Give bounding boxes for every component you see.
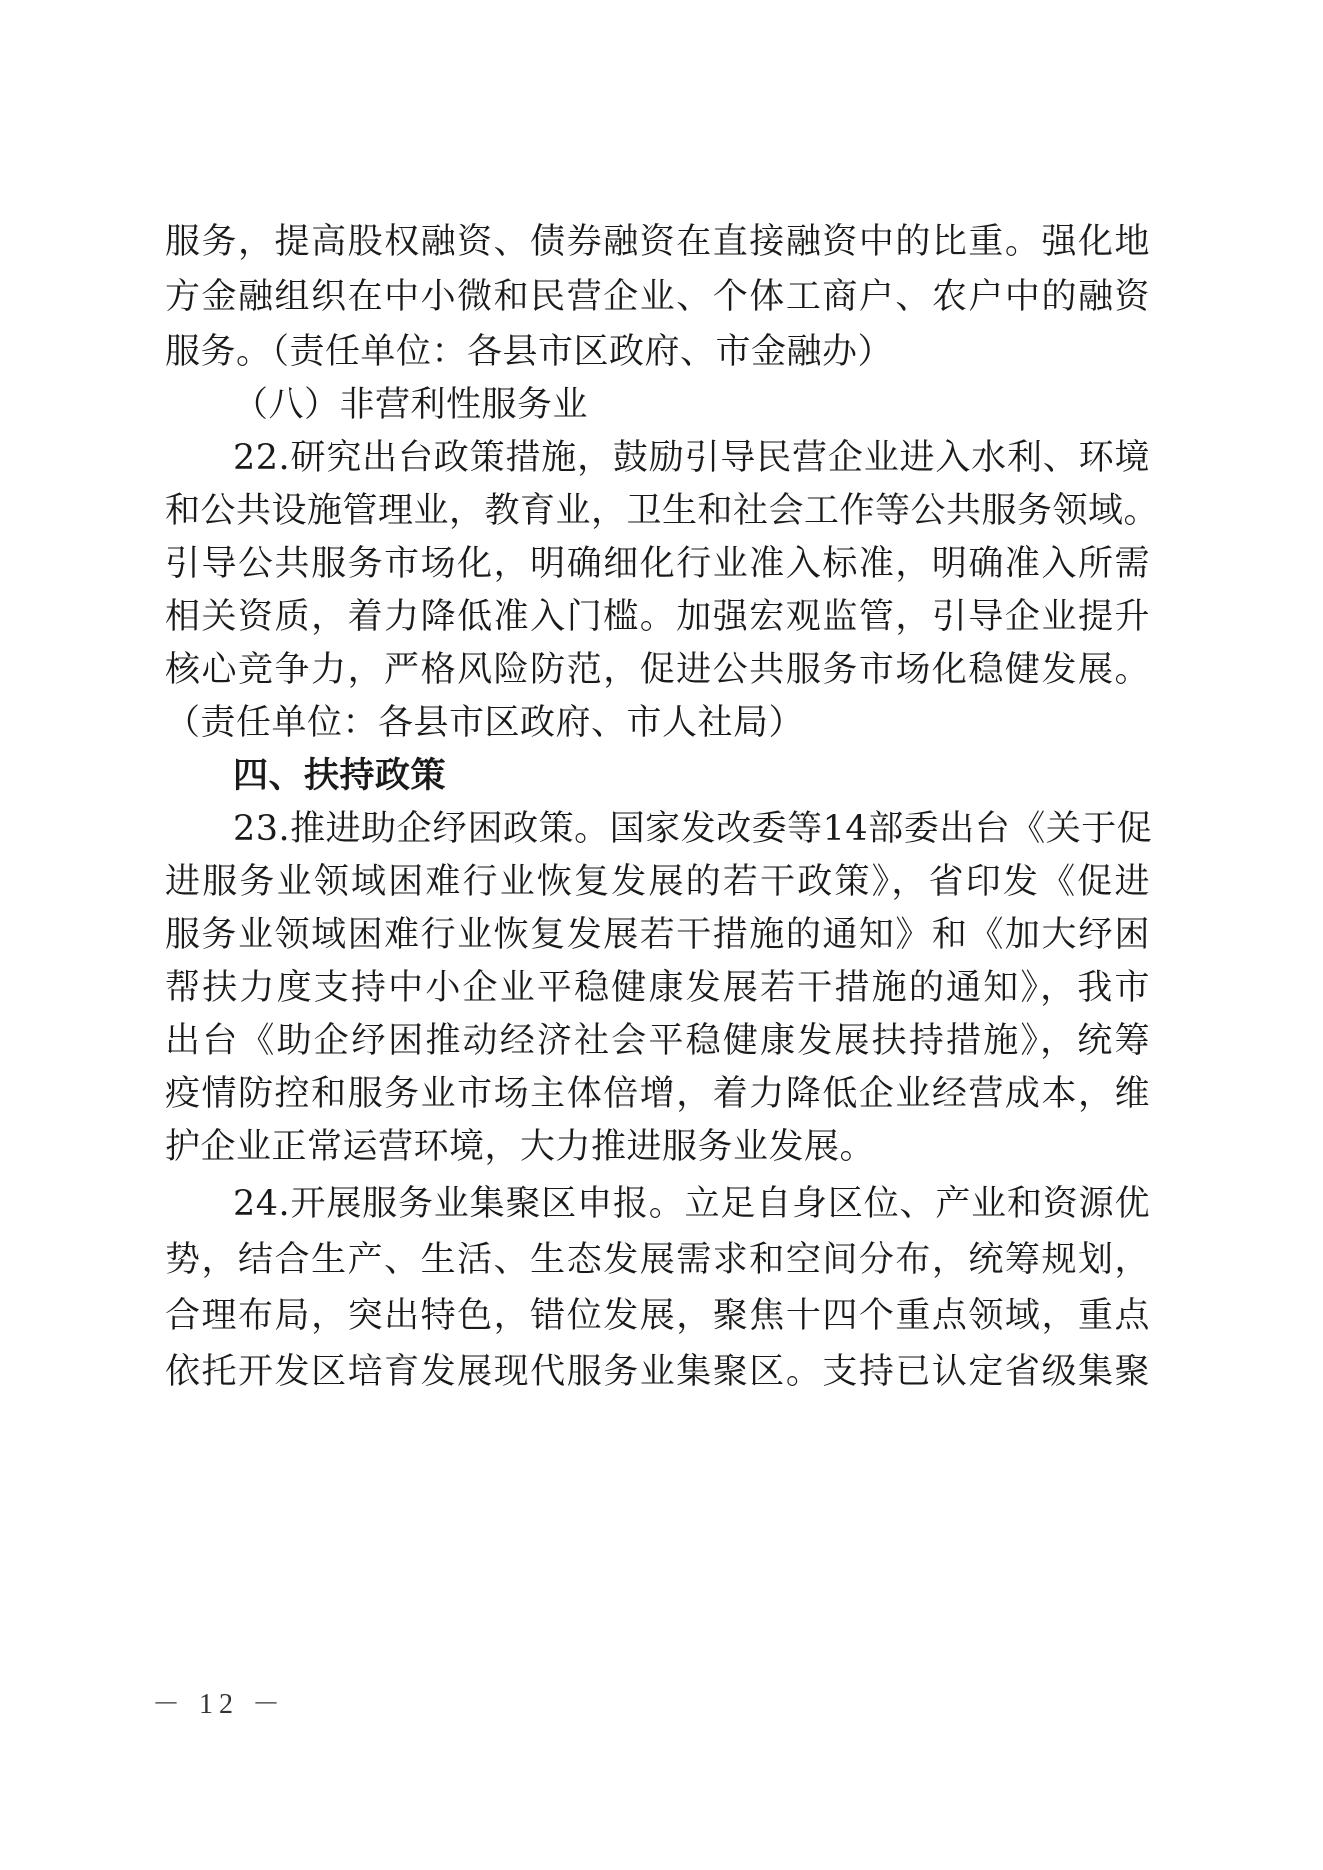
paragraph-line: 合理布局，突出特色，错位发展，聚焦十四个重点领域，重点 bbox=[165, 1296, 1150, 1336]
paragraph-line: 22.研究出台政策措施，鼓励引导民营企业进入水利、环境 bbox=[233, 438, 1150, 478]
paragraph-line: 出台《助企纾困推动经济社会平稳健康发展扶持措施》，统筹 bbox=[165, 1021, 1150, 1061]
paragraph-line: 疫情防控和服务业市场主体倍增，着力降低企业经营成本，维 bbox=[165, 1074, 1150, 1114]
paragraph-line: 护企业正常运营环境，大力推进服务业发展。 bbox=[165, 1127, 876, 1167]
paragraph-line: 依托开发区培育发展现代服务业集聚区。支持已认定省级集聚 bbox=[165, 1352, 1150, 1392]
page-number: － 12 － bbox=[152, 1689, 287, 1720]
paragraph-line: 和公共设施管理业，教育业，卫生和社会工作等公共服务领域。 bbox=[165, 491, 1160, 531]
paragraph-line: 方金融组织在中小微和民营企业、个体工商户、农户中的融资 bbox=[165, 277, 1150, 317]
paragraph-line: 相关资质，着力降低准入门槛。加强宏观监管，引导企业提升 bbox=[165, 597, 1150, 637]
paragraph-line: 势，结合生产、生活、生态发展需求和空间分布，统筹规划， bbox=[165, 1240, 1150, 1280]
paragraph-line: 24.开展服务业集聚区申报。立足自身区位、产业和资源优 bbox=[233, 1184, 1150, 1224]
paragraph-line: 服务业领域困难行业恢复发展若干措施的通知》和《加大纾困 bbox=[165, 915, 1150, 955]
section-heading: 四、扶持政策 bbox=[233, 755, 447, 796]
section-subheading: （八）非营利性服务业 bbox=[233, 385, 589, 425]
paragraph-line: （责任单位：各县市区政府、市人社局） bbox=[165, 703, 805, 743]
paragraph-line: 引导公共服务市场化，明确细化行业准入标准，明确准入所需 bbox=[165, 544, 1150, 584]
paragraph-line: 帮扶力度支持中小企业平稳健康发展若干措施的通知》，我市 bbox=[165, 968, 1150, 1008]
paragraph-line: 进服务业领域困难行业恢复发展的若干政策》，省印发《促进 bbox=[165, 862, 1150, 902]
paragraph-line: 服务。（责任单位：各县市区政府、市金融办） bbox=[165, 332, 894, 372]
paragraph-line: 23.推进助企纾困政策。国家发改委等14部委出台《关于促 bbox=[233, 809, 1153, 849]
paragraph-line: 服务，提高股权融资、债券融资在直接融资中的比重。强化地 bbox=[165, 222, 1150, 262]
paragraph-line: 核心竞争力，严格风险防范，促进公共服务市场化稳健发展。 bbox=[165, 650, 1150, 690]
